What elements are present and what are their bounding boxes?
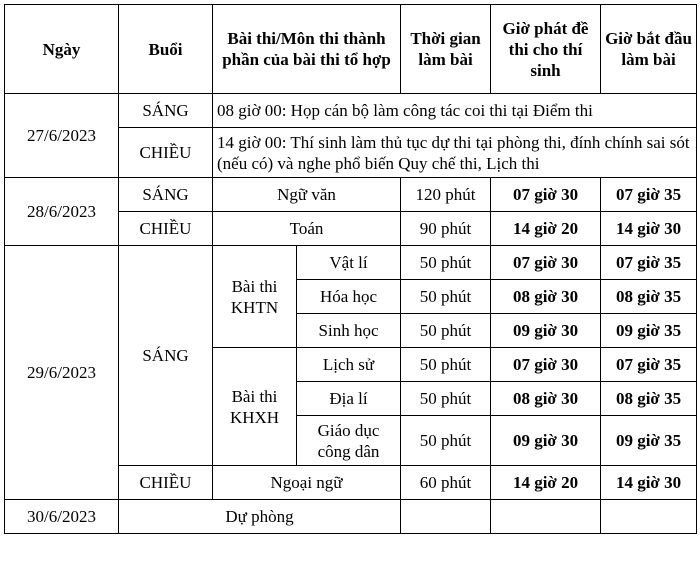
header-ngay: Ngày [5,5,119,94]
distribute-time-cell: 08 giờ 30 [491,280,601,314]
subject-cell: Toán [213,212,401,246]
distribute-time-cell: 09 giờ 30 [491,314,601,348]
start-time-cell: 07 giờ 35 [601,178,697,212]
start-time-cell: 07 giờ 35 [601,246,697,280]
duration-cell: 50 phút [401,280,491,314]
session-cell: SÁNG [119,178,213,212]
distribute-time-cell: 07 giờ 30 [491,246,601,280]
date-cell: 28/6/2023 [5,178,119,246]
table-row [5,178,697,212]
empty-cell [491,500,601,534]
header-thoi-gian: Thời gian làm bài [401,5,491,94]
start-time-cell: 09 giờ 35 [601,314,697,348]
duration-cell: 60 phút [401,466,491,500]
date-cell: 29/6/2023 [5,246,119,500]
duration-cell: 90 phút [401,212,491,246]
header-gio-bat-dau: Giờ bắt đầu làm bài [601,5,697,94]
note-cell: Dự phòng [119,500,401,534]
empty-cell [601,500,697,534]
date-cell: 30/6/2023 [5,500,119,534]
subject-cell: Địa lí [297,382,401,416]
subject-cell: Lịch sử [297,348,401,382]
distribute-time-cell: 09 giờ 30 [491,416,601,466]
subject-cell: Giáo dục công dân [297,416,401,466]
session-cell: SÁNG [119,94,213,128]
subject-cell: Sinh học [297,314,401,348]
duration-cell: 50 phút [401,314,491,348]
session-cell: SÁNG [119,246,213,466]
start-time-cell: 14 giờ 30 [601,212,697,246]
header-mon: Bài thi/Môn thi thành phần của bài thi tổ hợp [213,5,401,94]
empty-cell [401,500,491,534]
exam-group-khxh: Bài thi KHXH [213,348,297,466]
distribute-time-cell: 07 giờ 30 [491,348,601,382]
table-row [5,246,697,280]
start-time-cell: 09 giờ 35 [601,416,697,466]
start-time-cell: 08 giờ 35 [601,280,697,314]
table-row [5,500,697,534]
subject-cell: Hóa học [297,280,401,314]
note-cell: 14 giờ 00: Thí sinh làm thủ tục dự thi tại phòng thi, đính chính sai sót (nếu có) và nghe phổ biến Quy chế thi, Lịch thi [213,128,697,178]
exam-schedule-table [4,4,697,534]
duration-cell: 50 phút [401,382,491,416]
duration-cell: 120 phút [401,178,491,212]
header-buoi: Buổi [119,5,213,94]
header-gio-phat: Giờ phát đề thi cho thí sinh [491,5,601,94]
table-row [5,94,697,128]
distribute-time-cell: 14 giờ 20 [491,212,601,246]
start-time-cell: 14 giờ 30 [601,466,697,500]
note-cell: 08 giờ 00: Họp cán bộ làm công tác coi thi tại Điểm thi [213,94,697,128]
session-cell: CHIỀU [119,466,213,500]
start-time-cell: 07 giờ 35 [601,348,697,382]
distribute-time-cell: 07 giờ 30 [491,178,601,212]
start-time-cell: 08 giờ 35 [601,382,697,416]
subject-cell: Ngữ văn [213,178,401,212]
session-cell: CHIỀU [119,212,213,246]
duration-cell: 50 phút [401,348,491,382]
date-cell: 27/6/2023 [5,94,119,178]
subject-cell: Ngoại ngữ [213,466,401,500]
header-row [5,5,697,94]
duration-cell: 50 phút [401,416,491,466]
distribute-time-cell: 14 giờ 20 [491,466,601,500]
exam-group-khtn: Bài thi KHTN [213,246,297,348]
duration-cell: 50 phút [401,246,491,280]
distribute-time-cell: 08 giờ 30 [491,382,601,416]
subject-cell: Vật lí [297,246,401,280]
session-cell: CHIỀU [119,128,213,178]
